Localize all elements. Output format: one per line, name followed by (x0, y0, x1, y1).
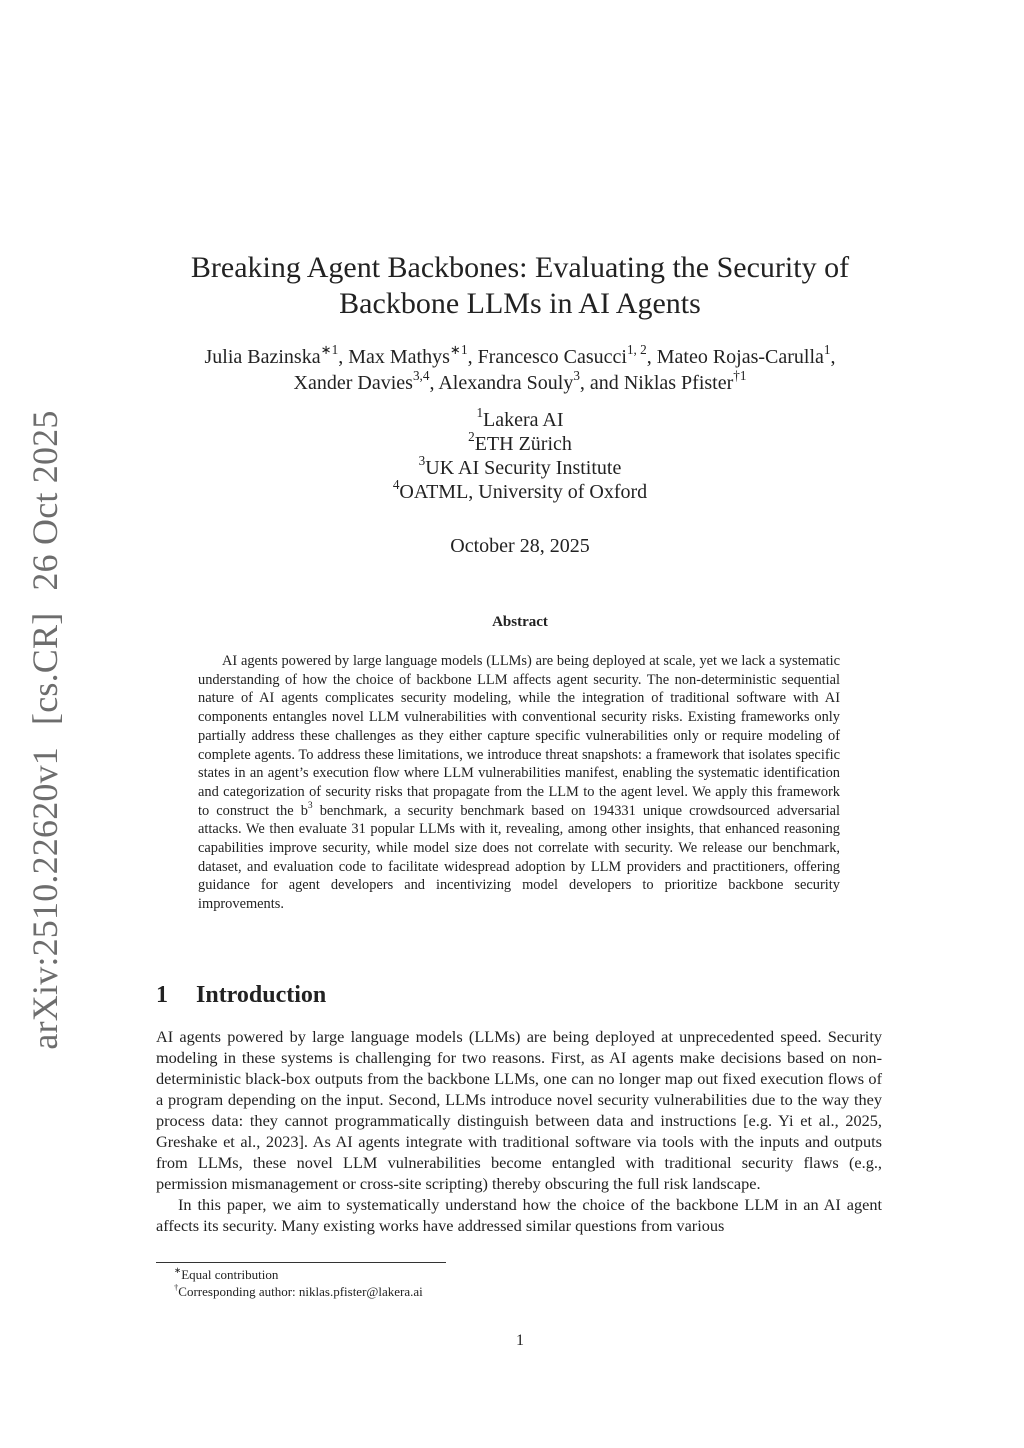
affiliation (150, 429, 890, 456)
footnote-text: Equal contribution (181, 1267, 279, 1282)
title-line-2: Backbone LLMs in AI Agents (339, 287, 701, 320)
author-list (150, 344, 890, 396)
author-separator: , (338, 346, 349, 368)
author-name: Mateo Rojas-Carulla (656, 346, 824, 368)
footnotes (174, 1266, 423, 1300)
arxiv-id: arXiv:2510.22620v1 (25, 747, 65, 1050)
footnote (174, 1283, 423, 1300)
arxiv-category: [cs.CR] (25, 612, 65, 725)
abstract-text-part-1: AI agents powered by large language models (LLMs) are being deployed at scale, yet we lack a systematic understanding of how the choice of backbone LLM affects agent security. The non-deterministic sequential nature of AI agents complicates security modeling, while the integration of traditional software with AI components entangles novel LLM vulnerabilities with conventional security risks. Existing frameworks only partially address these challenges as they either capture specific vulnerabilities only or require modeling of complete agents. To address these limitations, we introduce threat snapshots: a framework that isolates specific states in an agent’s execution flow where LLM vulnerabilities manifest, enabling the systematic identification and categorization of security risks that propagate from the LLM to the agent level. We apply this framework to construct the b (198, 653, 840, 819)
affiliation (150, 453, 890, 480)
author-mark: 3 (573, 368, 580, 384)
author-separator: , (429, 372, 439, 394)
affiliation-name: Lakera AI (483, 409, 564, 431)
section-heading (156, 982, 326, 1009)
affiliation (150, 405, 890, 432)
author-separator: , (830, 346, 836, 368)
affiliation-name: OATML, University of Oxford (399, 481, 648, 503)
author-mark: 3,4 (412, 368, 430, 384)
author-mark: 1 (823, 342, 831, 358)
section-number: 1 (156, 982, 168, 1008)
affiliation-name: UK AI Security Institute (425, 457, 622, 479)
affiliation-mark: 4 (392, 477, 400, 493)
footnote-text: Corresponding author: niklas.pfister@lakera.ai (178, 1284, 423, 1299)
author-separator: , and (579, 372, 624, 394)
affiliation-name: ETH Zürich (474, 433, 572, 455)
author-mark: †1 (733, 368, 747, 384)
abstract-text-part-2: benchmark, a security benchmark based on 194331 unique crowdsourced adversarial attacks. We then evaluate 31 popular LLMs with it, revealing, among other insights, that enhanced reasoning capabilities improve security, while model size does not correlate with security. We release our benchmark, dataset, and evaluation code to facilitate widespread adoption by LLM providers and practitioners, offering guidance for agent developers and incentivizing model developers to prioritize backbone security improvements. (198, 802, 840, 913)
author-name: Alexandra Souly (438, 372, 574, 394)
author-name: Francesco Casucci (477, 346, 627, 368)
abstract-heading: Abstract (492, 614, 548, 630)
author-separator: , (467, 346, 478, 368)
affiliation-mark: 2 (468, 429, 475, 445)
author-line-1 (150, 344, 890, 370)
footnote-divider (156, 1262, 446, 1263)
author-mark: ∗1 (449, 342, 468, 358)
author-name: Julia Bazinska (204, 346, 321, 368)
author-mark: 1, 2 (626, 342, 647, 358)
paper-date: October 28, 2025 (450, 535, 590, 557)
author-name: Max Mathys (348, 346, 450, 368)
author-line-2 (150, 370, 890, 396)
arxiv-date: 26 Oct 2025 (25, 410, 65, 591)
title-line-1: Breaking Agent Backbones: Evaluating the Security of (190, 251, 850, 284)
footnote-mark: ∗ (174, 1264, 182, 1275)
page-number: 1 (516, 1332, 524, 1349)
affiliation-mark: 3 (418, 453, 426, 469)
intro-paragraph-1: AI agents powered by large language models (LLMs) are being deployed at unprecedented speed. Security modeling in these systems is challenging for two reasons. First, as AI agents make decisions based on non-deterministic black-box outputs from the backbone LLMs, one can no longer map out fixed execution flows of a program depending on the input. Second, LLMs introduce novel security vulnerabilities due to the way they process data: they cannot programmatically distinguish between data and instructions [e.g. Yi et al., 2025, Greshake et al., 2023]. As AI agents integrate with traditional software via tools with the inputs and outputs from LLMs, these novel LLM vulnerabilities become entangled with traditional security flaws (e.g., permission mismanagement or cross-site scripting) thereby obscuring the full risk landscape. (156, 1027, 882, 1193)
author-name: Niklas Pfister (623, 372, 734, 394)
abstract-text (198, 652, 840, 914)
author-name: Xander Davies (293, 372, 413, 394)
author-mark: ∗1 (320, 342, 339, 358)
introduction-body (156, 1026, 882, 1236)
affiliation-mark: 1 (476, 405, 484, 421)
benchmark-superscript: 3 (307, 800, 313, 811)
affiliation-list (150, 405, 890, 504)
intro-paragraph-2: In this paper, we aim to systematically understand how the choice of the backbone LLM in an AI agent affects its security. Many existing works have addressed similar questions from various (156, 1195, 882, 1235)
footnote (174, 1266, 423, 1283)
section-title: Introduction (196, 982, 327, 1008)
arxiv-side-stamp (24, 410, 66, 1049)
affiliation (150, 477, 890, 504)
footnote-mark: † (174, 1281, 179, 1292)
paper-title (150, 250, 890, 322)
author-separator: , (646, 346, 657, 368)
